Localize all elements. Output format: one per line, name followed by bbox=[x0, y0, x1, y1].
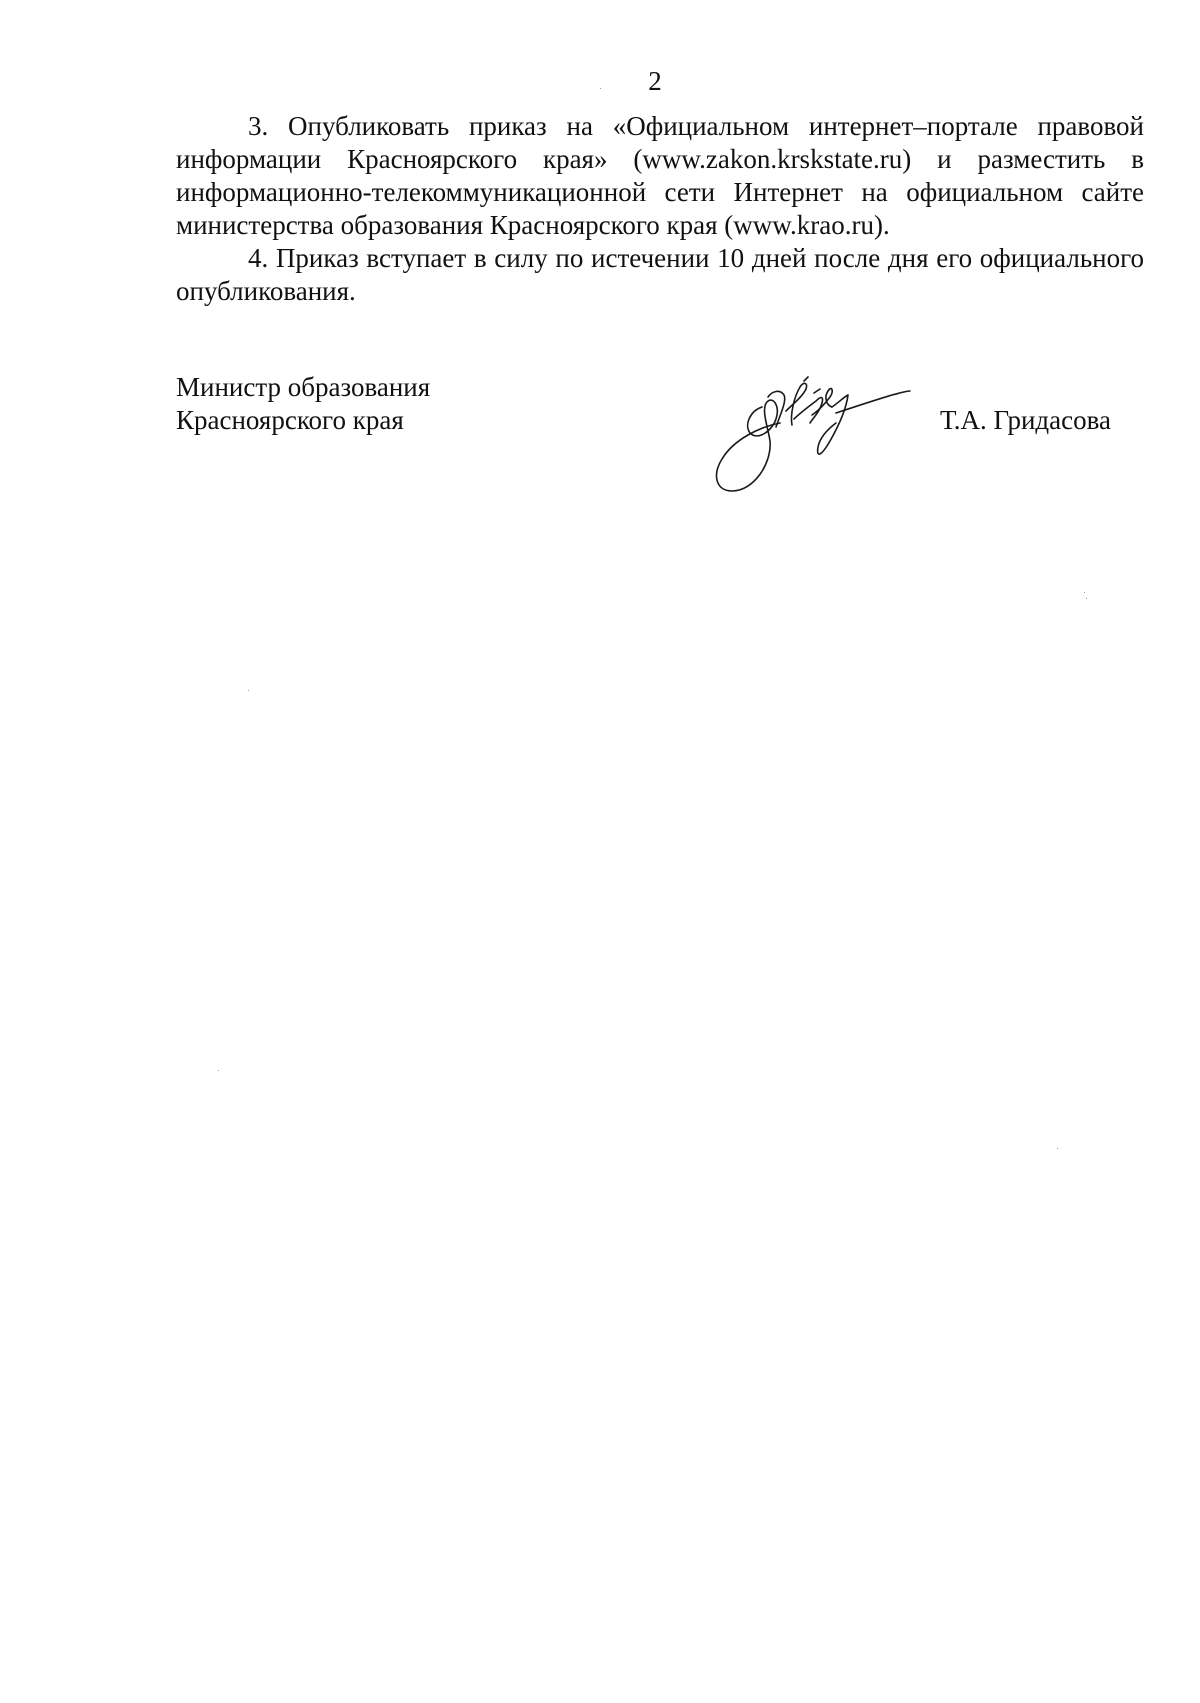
page-number: 2 bbox=[648, 66, 662, 96]
handwritten-signature bbox=[710, 367, 920, 507]
scan-speck bbox=[600, 88, 601, 89]
signer-name: Т.А. Гридасова bbox=[940, 405, 1111, 435]
scan-speck bbox=[248, 690, 249, 691]
signer-position bbox=[176, 371, 430, 437]
paragraph-publication: 3. Опубликовать приказ на «Официальном интернет–портале правовой информации Красноярского края» (www.zakon.krskstate.ru) и разместить в информационно-телекоммуникационной сети Интернет на официальном сайте министерства образования Красноярского края (www.krao.ru). bbox=[176, 111, 1144, 240]
scan-speck bbox=[218, 1070, 219, 1071]
signer-position-line-1: Министр образования bbox=[176, 372, 431, 402]
scan-speck bbox=[1086, 598, 1087, 599]
signature-block bbox=[176, 371, 1144, 511]
paragraph-effective-date: 4. Приказ вступает в силу по истечении 10 дней после дня его официального опубликования. bbox=[176, 243, 1144, 306]
scan-speck bbox=[1057, 1148, 1058, 1149]
scan-speck bbox=[1084, 592, 1085, 593]
signer-position-line-2: Красноярского края bbox=[176, 405, 404, 435]
document-body bbox=[176, 110, 1144, 308]
